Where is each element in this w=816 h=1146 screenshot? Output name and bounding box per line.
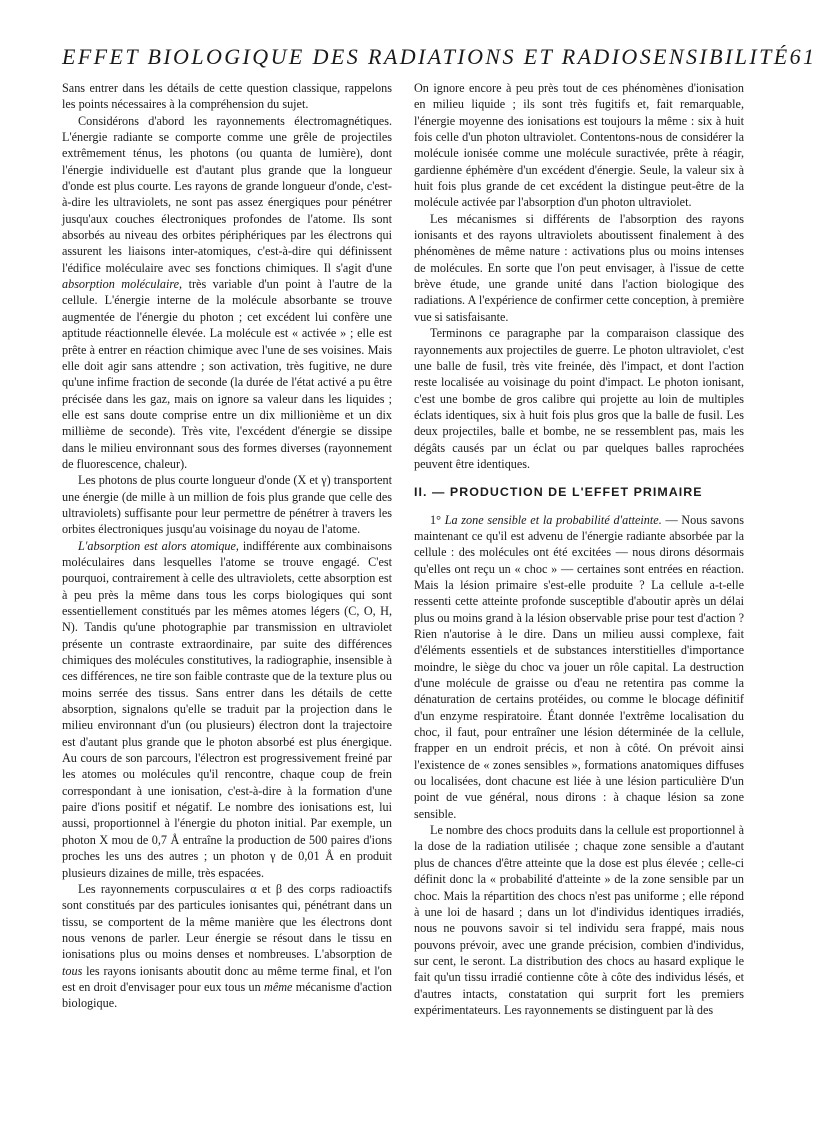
section-heading: II. — PRODUCTION DE L'EFFET PRIMAIRE [414,485,703,500]
paragraph: L'absorption est alors atomique, indifférente aux combinaisons moléculaires dans lesquelles l'atome se trouve engagé. C'est pourquoi, contrairement à celle des ultraviolets, cette absorption est à peu près la même dans tous les corps biologiques qui sont essentiellement constitués par les mêmes atomes légers (C, O, H, N). Tandis qu'une photographie par transmission en ultraviolet présente un contraste extraordinaire, par suite des différences chimiques des molécules constitutives, la radiographie, insensible à ces différences, ne tire son faible contraste que de la texture plus ou moins serrée des tissus. Sans entrer dans les détails de cette absorption, signalons qu'elle se traduit par la projection dans le milieu environnant d'un (ou plusieurs) électron dont la trajectoire est d'autant plus grande que le photon absorbé est plus énergique. Au cours de son parcours, l'électron est progressivement freiné par les atomes ou molécules qu'il rencontre, chaque coup de frein correspondant à une ionisation, c'est-à-dire à la formation d'une paire d'ions positif et négatif. Le nombre des ionisations est, lui aussi, proportionnel à l'énergie du photon initial. Par exemple, un photon X mou de 0,7 Å entraîne la production de 500 paires d'ions proches les uns des autres ; un photon γ de 0,01 Å en produit plusieurs dizaines de mille, très espacées. [62,538,392,880]
left-column [62,80,392,1012]
paragraph: 1° La zone sensible et la probabilité d'atteinte. — Nous savons maintenant ce qu'il est advenu de l'énergie radiante absorbée par la cellule : des molécules ont été excitées — nous dirons désormais qu'elles ont reçu un « choc » — certaines sont entrées en réaction. Mais la lésion primaire s'est-elle produite ? La cellule a-t-elle ressenti cette atteinte profonde susceptible d'aboutir après un délai plus ou moins grand à la lésion observable prise pour test d'action ? Rien n'autorise à le dire. Dans un milieu aussi complexe, fait d'éléments essentiels et de substances interstitielles d'importance moindre, le siège du choc va jouer un rôle capital. La destruction d'une molécule de graisse ou d'eau ne retentira pas comme la dénaturation de certains protéides, ou comme le blocage définitif d'un enzyme respiratoire. Étant donnée l'extrême localisation du choc, il faut, pour entraîner une lésion déterminée de la cellule, frapper en un endroit précis, et non à côté. On prévoit ainsi l'existence de « zones sensibles », formations anatomiques diffuses ou localisées, dont chacune est liée à une lésion particulière D'un point de vue général, nous dirons : à chaque lésion sa zone sensible. [414,512,744,821]
paragraph: Sans entrer dans les détails de cette question classique, rappelons les points nécessaires à la compréhension du sujet. [62,81,392,112]
right-column [414,80,744,1018]
paragraph: Les rayonnements corpusculaires α et β des corps radioactifs sont constitués par des particules ionisantes qui, pénétrant dans un tissu, se comportent de la même manière que les électrons dont nous venons de parler. Leur énergie se résout dans le tissu en ionisations plus ou moins denses et nombreuses. L'absorption de tous les rayons ionisants aboutit donc au même terme final, et l'on est en droit d'envisager pour eux tous un même mécanisme d'action biologique. [62,881,392,1011]
paragraph: Les mécanismes si différents de l'absorption des rayons ionisants et des rayons ultraviolets aboutissent finalement à des phénomènes de même nature : activations plus ou moins intenses de molécules. En sorte que l'on peut envisager, à l'issue de cette brève étude, une grande unité dans l'action biologique des radiations. A l'expérience de confirmer cette conception, à première vue si satisfaisante. [414,211,744,324]
paragraph: Terminons ce paragraphe par la comparaison classique des rayonnements aux projectiles de guerre. Le photon ultraviolet, c'est une balle de fusil, très vite freinée, dès l'impact, et dont l'action reste localisée au voisinage du point d'impact. Le photon ionisant, c'est une bombe de gros calibre qui projette au loin de multiples éclats identiques, six à huit fois plus gros que la balle de fusil. Les deux projectiles, balle et bombe, ne se ressemblent pas, mais les dégâts causés par un éclat ou par quelques balles raprochées peuvent être identiques. [414,326,744,471]
running-head [62,44,816,74]
paragraph: Le nombre des chocs produits dans la cellule est proportionnel à la dose de la radiation utilisée ; chaque zone sensible a d'autant plus de chances d'être atteinte que la dose est plus élevée ; celle-ci définit donc la « probabilité d'atteinte » de la zone sensible par un choc. Mais la répartition des chocs n'est pas uniforme ; elle répond à une loi de hasard ; dans un lot d'individus identiques irradiés, nous ne pouvons savoir si tel individu sera frappé, mais nous pouvons prévoir, avec une grande précision, combien d'individus, sur cent, le seront. La distribution des chocs au hasard explique le fait qu'un tissu irradié contienne côte à côte des individus lésés, et d'autres intacts, constatation qui surprit fort les premiers expérimentateurs. Les rayonnements se distinguent par là des [414,823,744,1017]
page-number: 61 [789,44,816,69]
running-title: EFFET BIOLOGIQUE DES RADIATIONS ET RADIOSENSIBILITÉ [62,44,790,69]
paragraph: Considérons d'abord les rayonnements électromagnétiques. L'énergie radiante se comporte comme une grêle de projectiles extrêmement ténus, les photons (ou quanta de lumière), dont l'énergie individuelle est d'autant plus grande que la longueur d'onde est plus courte. Les rayons de grande longueur d'onde, c'est-à-dire les ultraviolets, ne sont pas assez énergiques pour pénétrer jusqu'aux couches électroniques profondes de l'atome. Ils sont absorbés au niveau des orbites périphériques par les électrons qui assurent les liaisons inter-atomiques, c'est-à-dire qui définissent l'édifice moléculaire avec ses fonctions chimiques. Il s'agit d'une absorption moléculaire, très variable d'un point à l'autre de la cellule. L'énergie interne de la molécule absorbante se trouve augmentée de l'énergie du photon ; cet excédent lui confère une aptitude réactionnelle élevée. La molécule est « activée » ; elle est prête à entrer en réaction chimique avec l'une de ses voisines. Mais elle doit agir sans attendre ; son activation, très fugitive, ne dure qu'une infime fraction de seconde (la durée de l'état activé a pu être précisée dans les gaz, mais on ignore sa valeur dans les liquides ; elle est sans doute comprise entre un dix millionième et un dix millième de seconde). Très vite, l'excédent d'énergie se dissipe dans le milieu environnant sous des formes diverses (rayonnement de fluorescence, chaleur). [62,113,392,471]
paragraph: Les photons de plus courte longueur d'onde (X et γ) transportent une énergie (de mille à un million de fois plus grande que celle des ultraviolets) suffisante pour leur permettre de pénétrer à travers les orbites électroniques jusqu'au voisinage du noyau de l'atome. [62,473,392,537]
paragraph: On ignore encore à peu près tout de ces phénomènes d'ionisation en milieu liquide ; ils sont très fugitifs et, fait remarquable, l'énergie moyenne des ionisations est toujours la même : six à huit fois celle d'un photon ultraviolet. Contentons-nous de considérer la molécule ionisée comme une molécule suractivée, prête à réagir, gardienne éphémère d'un excédent d'énergie. Seule, la valeur six à huit fois plus grande de cet excédent la distingue peut-être de la molécule activée par l'absorption d'un photon ultraviolet. [414,81,744,210]
